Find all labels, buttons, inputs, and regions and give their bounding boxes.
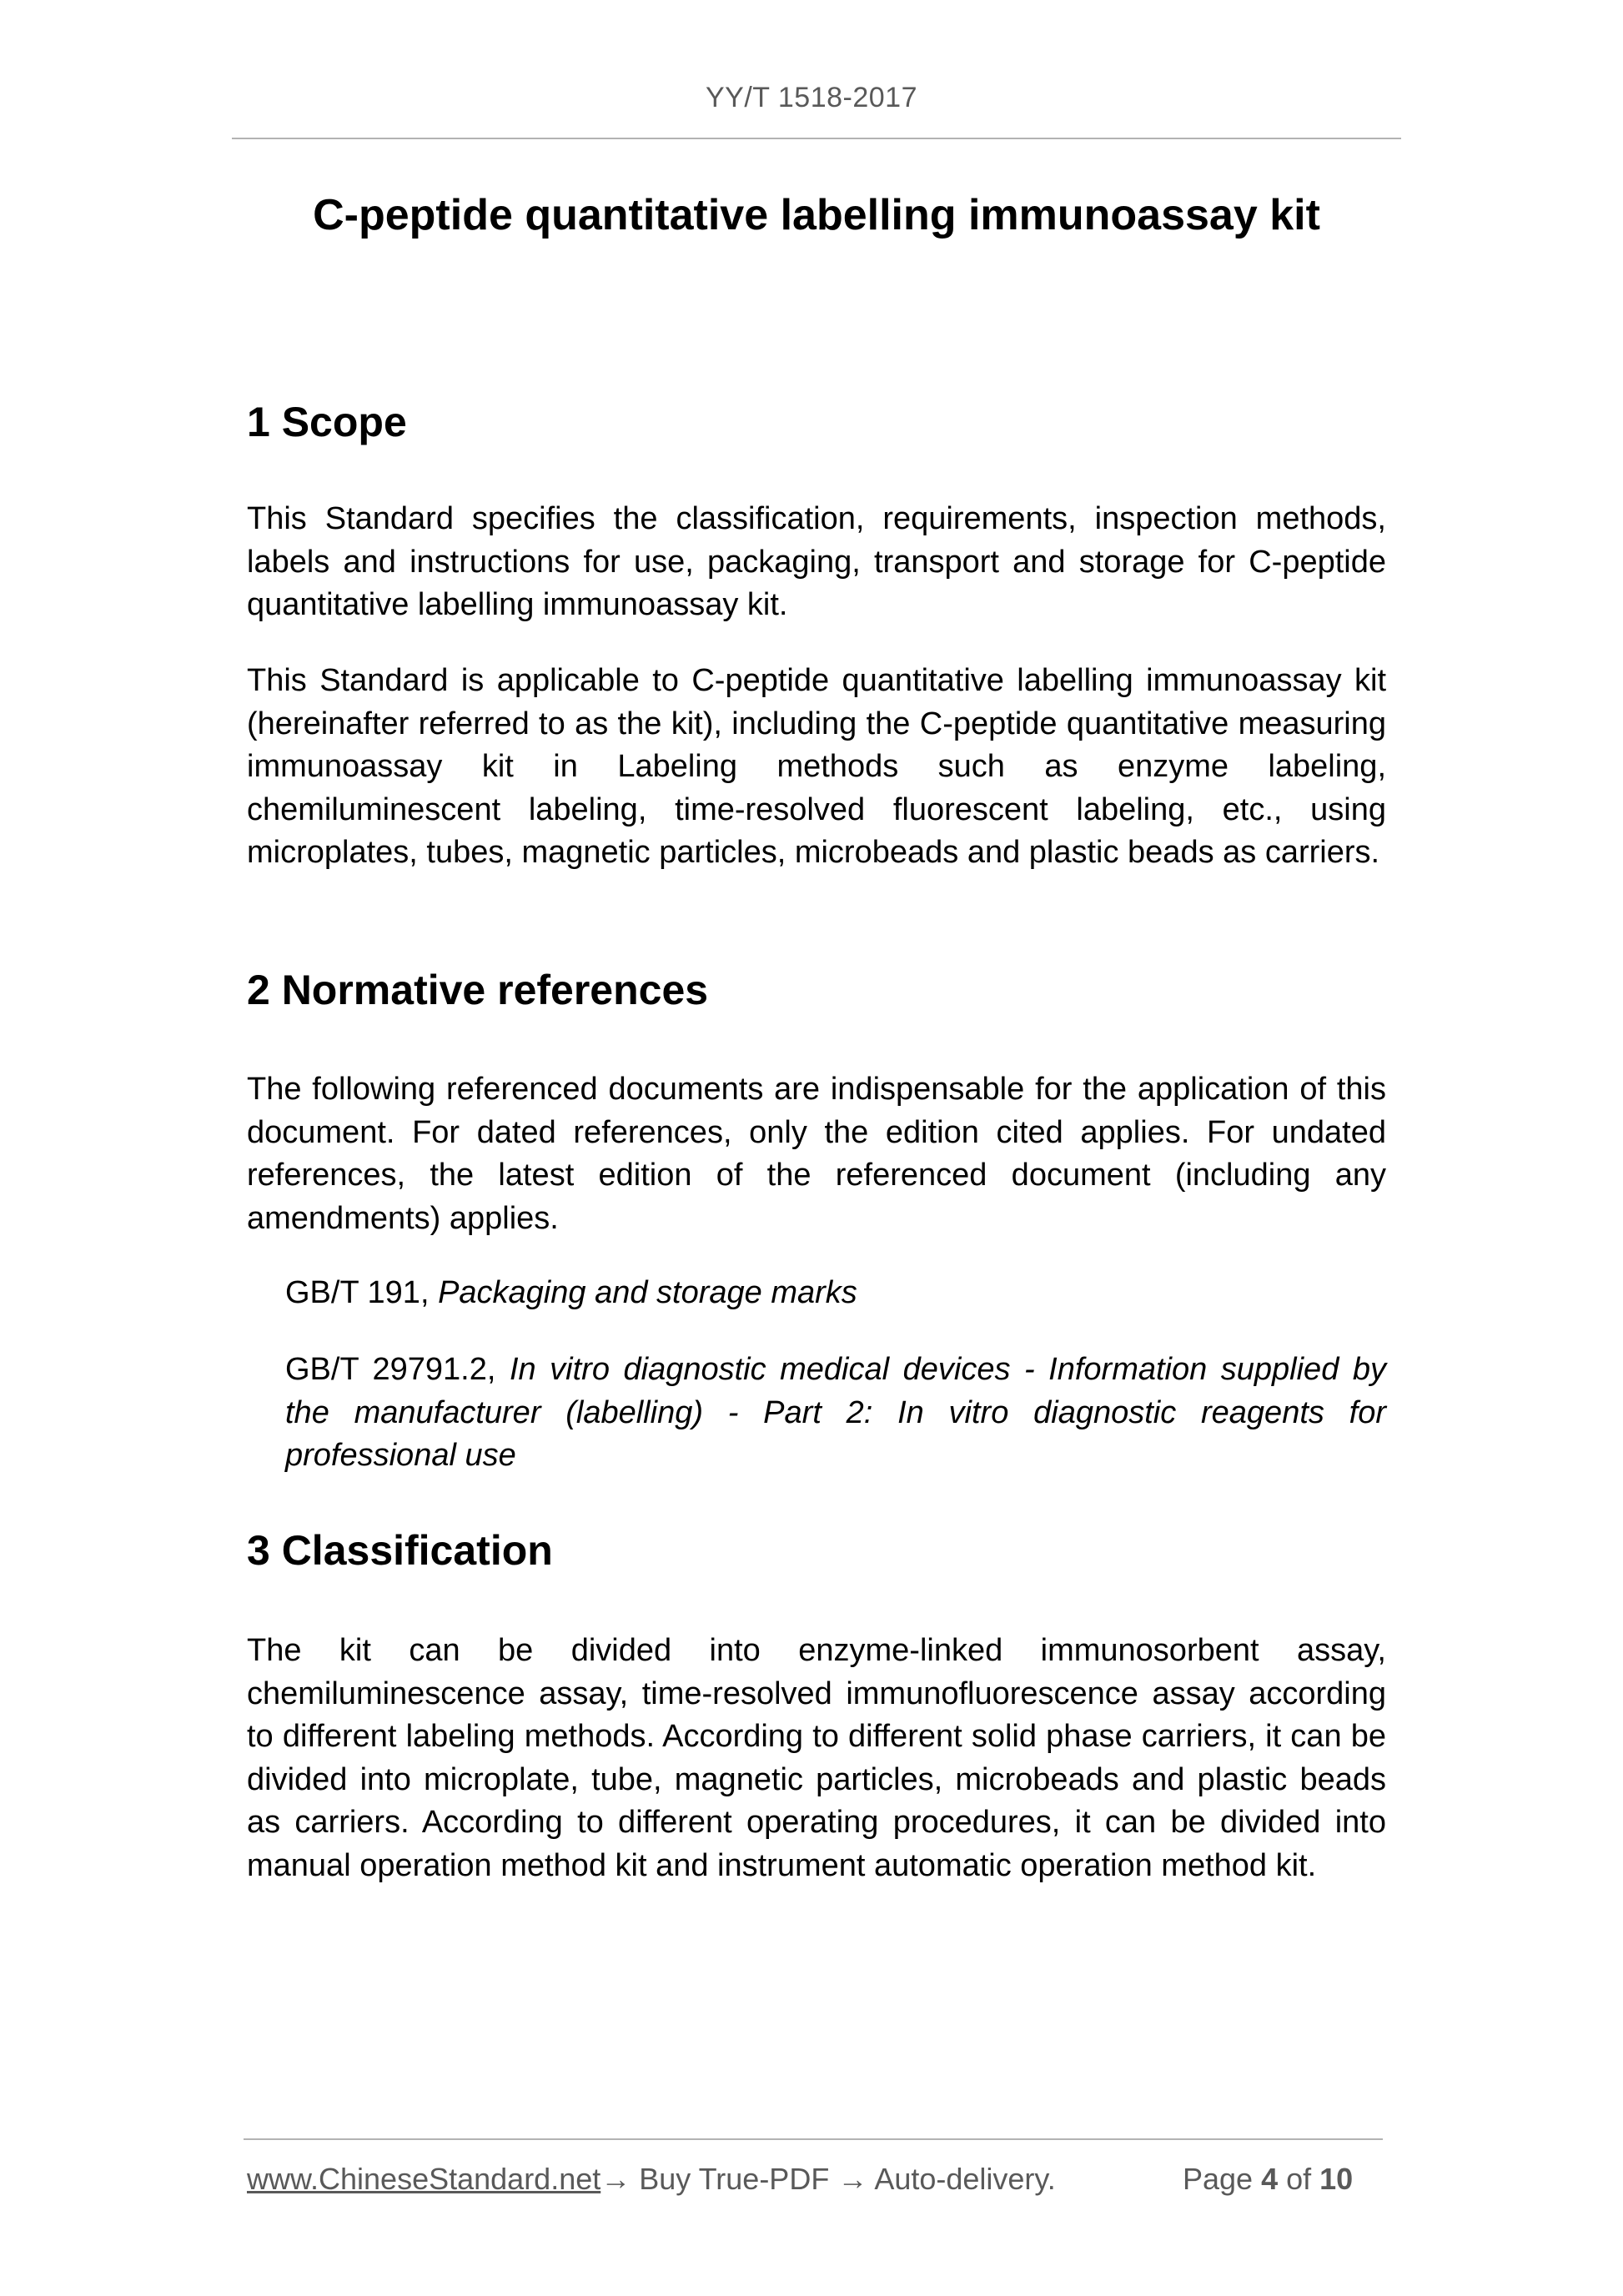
site-link[interactable]: www.ChineseStandard.net — [247, 2162, 601, 2196]
reference-item — [285, 1272, 1386, 1315]
section-heading-scope: 1 Scope — [247, 399, 407, 445]
reference-code: GB/T 191, — [285, 1275, 439, 1310]
arrow-icon: → — [600, 2162, 631, 2196]
reference-code: GB/T 29791.2, — [285, 1352, 510, 1387]
reference-item — [285, 1349, 1386, 1478]
arrow-icon: → — [837, 2162, 868, 2196]
page-current: 4 — [1261, 2162, 1279, 2196]
section-heading-classification: 3 Classification — [247, 1527, 553, 1574]
footer-promo — [247, 2162, 1056, 2197]
page-label: Page — [1183, 2162, 1262, 2196]
buy-text: Buy True-PDF — [631, 2162, 838, 2196]
scope-paragraph-1: This Standard specifies the classification, requirements, inspection methods, labels and instructions for use, packaging, transport and storage for C-peptide quantitative labelling immunoassay kit. — [247, 501, 1386, 622]
classification-paragraph-1: The kit can be divided into enzyme-linked immunosorbent assay, chemiluminescence assay, time-resolved immunofluorescence assay according to different labeling methods. According to different solid phase carriers, it can be divided into microplate, tube, magnetic particles, microbeads and plastic beads as carriers. According to different operating procedures, it can be divided into manual operation method kit and instrument automatic operation method kit. — [247, 1633, 1386, 1883]
header-divider — [232, 138, 1401, 139]
document-title: C-peptide quantitative labelling immunoassay kit — [313, 191, 1320, 239]
scope-paragraph-2: This Standard is applicable to C-peptide quantitative labelling immunoassay kit (hereinafter referred to as the kit), including the C-peptide quantitative measuring immunoassay kit in Labeling methods such as enzyme labeling, chemiluminescent labeling, time-resolved fluorescent labeling, etc., using microplates, tubes, magnetic particles, microbeads and plastic beads as carriers. — [247, 663, 1386, 870]
reference-title: In vitro diagnostic medical devices - Information supplied by the manufacturer (labelling) - Part 2: In vitro diagnostic reagents for professional use — [285, 1352, 1386, 1473]
reference-title: Packaging and storage marks — [438, 1275, 857, 1310]
standard-number: YY/T 1518-2017 — [706, 82, 917, 113]
section-heading-normative-references: 2 Normative references — [247, 967, 709, 1013]
page-total: 10 — [1319, 2162, 1354, 2196]
page-of: of — [1278, 2162, 1320, 2196]
delivery-text: Auto-delivery. — [867, 2162, 1056, 2196]
normative-paragraph-1: The following referenced documents are indispensable for the application of this document. For dated references, only the edition cited applies. For undated references, the latest edition of the referenced document (including any amendments) applies. — [247, 1072, 1386, 1236]
footer-divider — [244, 2138, 1383, 2140]
page-number — [1183, 2162, 1353, 2197]
